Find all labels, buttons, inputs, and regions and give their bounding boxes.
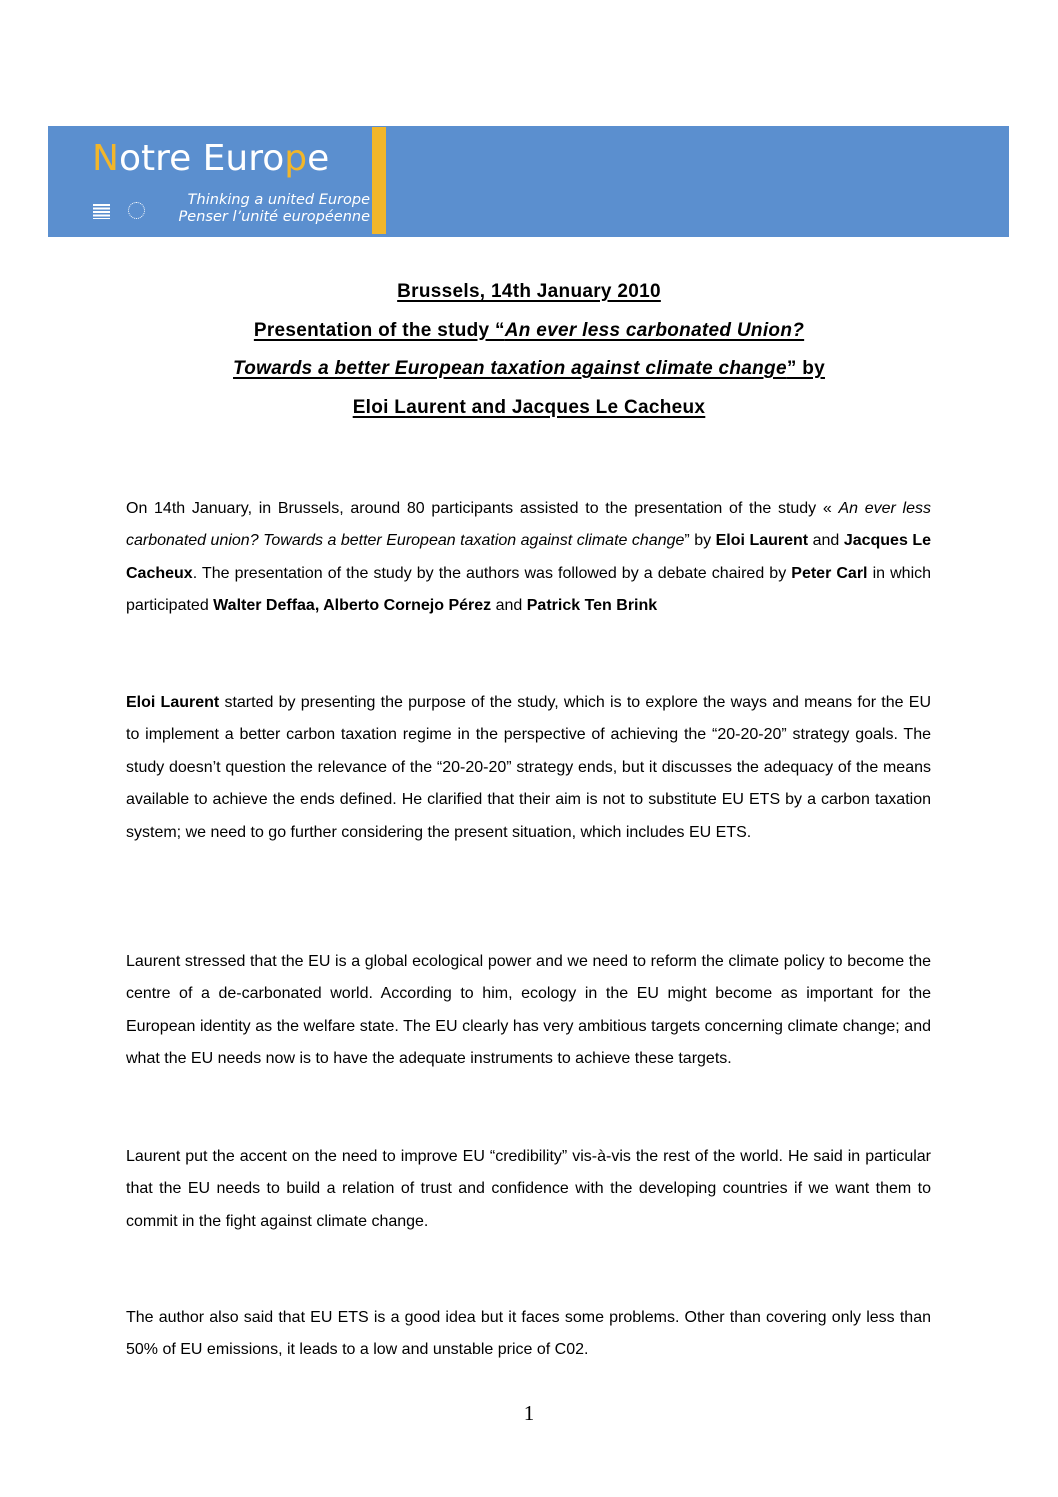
- logo-title-accent-letter: p: [284, 138, 308, 179]
- logo-title: [92, 139, 329, 179]
- p2-text: started by presenting the purpose of the study, which is to explore the ways and means for the EU to implement a better carbon taxation regime in the perspective of achieving the “20-20-20” strategy goals. The study doesn’t question the relevance of the “20-20-20” strategy ends, but it discusses the adequacy of the means available to achieve the ends defined. He clarified that their aim is not to substitute EU ETS by a carbon taxation system; we need to go further considering the present situation, which includes EU ETS.: [126, 694, 931, 841]
- tagline-english: Thinking a united Europe: [187, 192, 370, 208]
- p1-text: and: [808, 532, 844, 550]
- lines-icon: [93, 204, 110, 219]
- paragraph-2: [126, 687, 931, 849]
- p1-author-name: Eloi Laurent: [715, 532, 809, 550]
- p1-text: ” by: [684, 532, 716, 550]
- logo-tagline: [148, 192, 370, 226]
- headline-study-title-part1: An ever less carbonated Union?: [504, 319, 805, 341]
- p1-participant-names: Walter Deffaa, Alberto Cornejo Pérez: [213, 597, 492, 615]
- headline-line3-suffix: ” by: [786, 358, 825, 379]
- p1-text: On 14th January, in Brussels, around 80 participants assisted to the presentation of the study «: [126, 500, 839, 517]
- page-number: 1: [523, 1401, 535, 1425]
- logo-title-middle: otre Euro: [118, 138, 285, 179]
- p1-text: and: [491, 597, 527, 615]
- p1-text: in which participated: [126, 564, 932, 615]
- paragraph-5: The author also said that EU ETS is a good idea but it faces some problems. Other than covering only less than 50% of EU emissions, it leads to a low and unstable price of C02.: [126, 1309, 931, 1359]
- p1-author-name: Jacques Le Cacheux: [126, 532, 932, 582]
- tagline-french: Penser l’unité européenne: [178, 209, 370, 225]
- document-headline: [100, 273, 958, 427]
- paragraph-1: [126, 493, 931, 623]
- headline-line2: [100, 312, 958, 351]
- eu-stars-icon: [128, 202, 145, 219]
- p1-study-title: An ever less carbonated union? Towards a better European taxation against climate change: [126, 500, 931, 550]
- headline-authors: Eloi Laurent and Jacques Le Cacheux: [352, 396, 706, 418]
- headline-study-title-part2: Towards a better European taxation against climate change: [233, 358, 787, 379]
- logo-title-first-letter: N: [92, 138, 119, 179]
- headline-line2-prefix: Presentation of the study “: [253, 319, 505, 341]
- paragraph-3: Laurent stressed that the EU is a global ecological power and we need to reform the climate policy to become the centre of a de-carbonated world. According to him, ecology in the EU might become as important for the European identity as the welfare state. The EU clearly has very ambitious targets concerning climate change; and what the EU needs now is to have the adequate instruments to achieve these targets.: [126, 953, 931, 1068]
- header-banner: [48, 126, 1009, 237]
- p1-chair-name: Peter Carl: [791, 564, 868, 582]
- paragraph-4: Laurent put the accent on the need to improve EU “credibility” vis-à-vis the rest of the world. He said in particular that the EU needs to build a relation of trust and confidence with the developing countries if we want them to commit in the fight against climate change.: [126, 1148, 931, 1230]
- logo-title-end: e: [307, 138, 330, 179]
- logo-accent-bar: [372, 127, 386, 234]
- headline-date: Brussels, 14th January 2010: [397, 281, 661, 302]
- headline-line3: [100, 350, 958, 389]
- p1-text: . The presentation of the study by the authors was followed by a debate chaired by: [192, 564, 792, 582]
- p2-author-name: Eloi Laurent: [126, 694, 220, 711]
- p1-participant-name: Patrick Ten Brink: [526, 597, 658, 615]
